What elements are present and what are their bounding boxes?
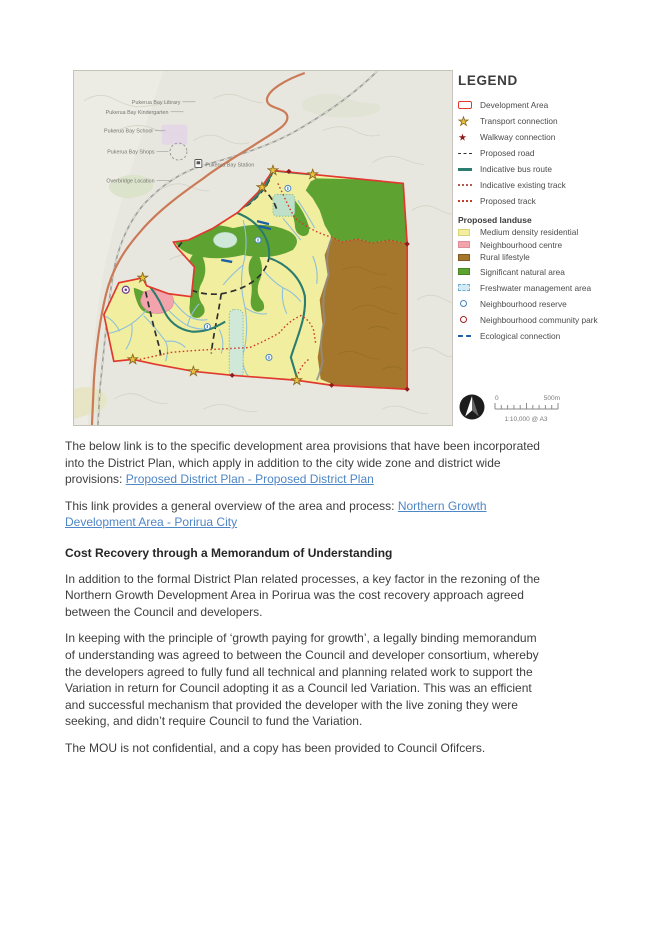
label-kindergarten: Pukerua Bay Kindergarten	[105, 109, 169, 116]
paragraph-overview-text: This link provides a general overview of the area and process:	[65, 498, 398, 513]
rural-lifestyle-swatch-icon	[458, 254, 475, 261]
community-park-marker	[122, 286, 129, 293]
legend-item-development-area: Development Area	[458, 97, 637, 113]
legend-item-ecological-connection: Ecological connection	[458, 328, 637, 344]
label-shops: Pukerua Bay Shops	[107, 149, 155, 156]
legend-item-existing-track: Indicative existing track	[458, 177, 637, 193]
neighbourhood-reserve-icon	[458, 300, 475, 307]
link-northern-growth-area[interactable]: Northern Growth Development Area - Porirua City	[65, 498, 487, 530]
label-school: Pukerua Bay School	[104, 128, 153, 135]
legend-item-walkway-connection: Walkway connection	[458, 129, 637, 145]
label-station: Pukerua Bay Station	[205, 162, 255, 169]
legend-item-rural-lifestyle: Rural lifestyle	[458, 251, 637, 264]
legend-item-natural-area: Significant natural area	[458, 264, 637, 280]
walkway-star-icon	[458, 133, 475, 142]
residential-swatch-icon	[458, 229, 475, 236]
map-figure	[73, 70, 637, 426]
development-area-icon	[458, 101, 475, 109]
map-svg	[74, 71, 452, 425]
bus-route-icon	[458, 168, 475, 171]
north-arrow-icon	[460, 395, 485, 420]
ecological-connection-icon	[458, 335, 475, 337]
legend-item-proposed-road: Proposed road	[458, 145, 637, 161]
paragraph-district-plan-text: The below link is to the specific development area provisions that have been incorporated into the District Plan, which apply in addition to the city wide zone and district wide provisions:	[65, 439, 540, 487]
document-body	[65, 438, 547, 767]
legend-item-residential: Medium density residential	[458, 226, 637, 239]
paragraph-district-plan	[65, 438, 547, 488]
label-library: Pukerua Bay Library	[131, 99, 181, 106]
scale-max-label: 500m	[543, 395, 560, 402]
natural-area-swatch-icon	[458, 268, 475, 275]
school-area-patch	[162, 125, 188, 145]
map-legend	[458, 70, 637, 344]
legend-title: LEGEND	[458, 73, 518, 88]
legend-item-transport-connection: Transport connection	[458, 113, 637, 129]
legend-item-community-park: Neighbourhood community park	[458, 312, 637, 328]
paragraph-overview	[65, 498, 547, 531]
paragraph-mou-confidential: The MOU is not confidential, and a copy has been provided to Council Ofifcers.	[65, 740, 486, 755]
legend-item-proposed-track: Proposed track	[458, 193, 637, 209]
existing-track-icon	[458, 184, 475, 186]
proposed-track-icon	[458, 200, 475, 202]
legend-item-neighbourhood-reserve: Neighbourhood reserve	[458, 296, 637, 312]
legend-item-neighbourhood-centre: Neighbourhood centre	[458, 239, 637, 252]
freshwater-swatch-icon	[458, 284, 475, 291]
paragraph-rezoning: In addition to the formal District Plan related processes, a key factor in the rezoning of the Northern Growth Development Area in Porirua was the cost recovery approach agreed between the Council and developers.	[65, 571, 540, 619]
scale-ruler	[495, 403, 558, 409]
section-heading-cost-recovery: Cost Recovery through a Memorandum of Understanding	[65, 545, 393, 560]
scale-bar	[458, 388, 633, 426]
train-station-icon	[195, 160, 202, 168]
map-image	[73, 70, 453, 426]
link-proposed-district-plan[interactable]: Proposed District Plan - Proposed District Plan	[125, 472, 374, 487]
proposed-road-icon	[458, 153, 475, 154]
neighbourhood-centre-swatch-icon	[458, 241, 475, 248]
transport-star-icon	[458, 116, 475, 127]
legend-landuse-header: Proposed landuse	[458, 214, 532, 225]
paragraph-mou-detail: In keeping with the principle of ‘growth paying for growth’, a legally binding memorandum of understanding was agreed to between the Council and developer consortium, whereby the developers agreed to fully fund all technical and planning related work to support the Variation in return for Council adopting it as a Council led Variation. This was an efficient and successful mechanism that provided the developer with the live zoning they were seeking, and didn’t require Council to fund the Variation.	[65, 631, 539, 729]
scale-ratio-label: 1:10,000 @ A3	[504, 416, 548, 423]
legend-item-bus-route: Indicative bus route	[458, 161, 637, 177]
scale-zero-label: 0	[495, 395, 499, 402]
label-overbridge: Overbridge Location	[106, 178, 155, 185]
legend-item-freshwater: Freshwater management area	[458, 280, 637, 296]
community-park-icon	[458, 316, 475, 323]
